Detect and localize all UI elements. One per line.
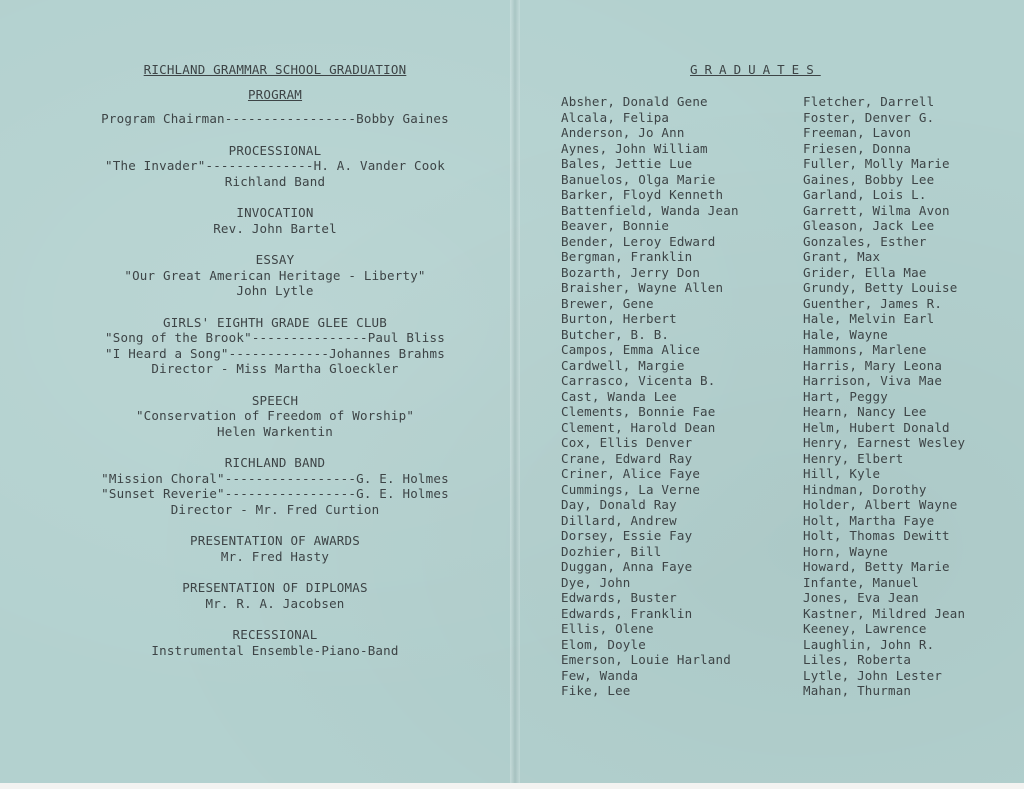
program-chairman: Program Chairman-----------------Bobby Gaines [101, 111, 449, 126]
glee-club-title: GIRLS' EIGHTH GRADE GLEE CLUB [162, 314, 388, 330]
graduate-name: Fike, Lee [561, 683, 631, 698]
graduate-name: Emerson, Louie Harland [561, 652, 731, 667]
graduate-name: Burton, Herbert [561, 311, 677, 326]
graduate-name: Elom, Doyle [561, 636, 646, 652]
graduate-name: Bergman, Franklin [561, 249, 693, 264]
processional-title: PROCESSIONAL [228, 142, 322, 158]
graduate-name: Criner, Alice Faye [561, 466, 701, 481]
graduate-name: Gonzales, Esther [803, 233, 927, 249]
graduate-name: Alcala, Felipa [561, 109, 670, 125]
graduate-name: Friesen, Donna [803, 140, 912, 156]
graduate-name: Cardwell, Margie [561, 357, 685, 373]
graduate-name: Barker, Floyd Kenneth [561, 187, 724, 202]
graduate-name: Grider, Ella Mae [803, 264, 927, 280]
graduate-name: Clements, Bonnie Fae [561, 404, 716, 419]
glee-club-song-2: "I Heard a Song"-------------Johannes Brahms [105, 345, 445, 361]
graduate-name: Jones, Eva Jean [803, 590, 919, 605]
graduate-name: Few, Wanda [561, 667, 639, 683]
essay-title: ESSAY [255, 252, 295, 267]
graduate-name: Horn, Wayne [803, 543, 888, 559]
glee-club-director: Director - Miss Martha Gloeckler [151, 361, 399, 376]
essay-author: John Lytle [236, 283, 314, 298]
program-page [40, 62, 510, 658]
graduate-name: Holder, Albert Wayne [803, 497, 958, 512]
graduate-name: Bender, Leroy Edward [561, 233, 716, 249]
graduate-name: Dozhier, Bill [561, 543, 662, 559]
graduate-name: Freeman, Lavon [803, 125, 912, 140]
awards-title: PRESENTATION OF AWARDS [190, 533, 360, 548]
graduate-name: Laughlin, John R. [803, 636, 935, 652]
graduate-name: Duggan, Anna Faye [561, 559, 693, 574]
graduate-name: Grant, Max [803, 249, 881, 264]
graduate-name: Hill, Kyle [803, 466, 881, 481]
graduate-name: Fuller, Molly Marie [803, 156, 950, 171]
graduate-name: Crane, Edward Ray [561, 450, 693, 466]
processional-piece: "The Invader"--------------H. A. Vander Cook [105, 158, 445, 173]
graduate-name: Day, Donald Ray [561, 497, 677, 512]
graduate-name: Dillard, Andrew [561, 512, 677, 528]
graduate-name: Edwards, Franklin [561, 605, 693, 621]
graduate-name: Cummings, La Verne [561, 481, 701, 497]
school-title: RICHLAND GRAMMAR SCHOOL GRADUATION [143, 62, 407, 77]
graduate-name: Bales, Jettie Lue [561, 156, 693, 171]
graduate-name: Hearn, Nancy Lee [803, 404, 927, 419]
graduate-name: Keeney, Lawrence [803, 621, 927, 636]
graduate-name: Bozarth, Jerry Don [561, 264, 701, 280]
graduates-column-1 [561, 94, 739, 699]
recessional-performer: Instrumental Ensemble-Piano-Band [151, 642, 399, 658]
graduate-name: Cast, Wanda Lee [561, 388, 677, 404]
graduate-name: Harrison, Viva Mae [803, 373, 943, 388]
invocation-title: INVOCATION [236, 205, 314, 220]
graduate-name: Edwards, Buster [561, 590, 677, 605]
invocation-speaker: Rev. John Bartel [213, 220, 337, 236]
graduate-name: Dorsey, Essie Fay [561, 528, 693, 543]
awards-presenter: Mr. Fred Hasty [220, 548, 330, 564]
graduate-name: Anderson, Jo Ann [561, 125, 685, 140]
band-piece-1: "Mission Choral"-----------------G. E. Holmes [101, 470, 449, 486]
graduate-name: Campos, Emma Alice [561, 342, 701, 357]
scan-margin [0, 783, 1024, 789]
graduate-name: Banuelos, Olga Marie [561, 171, 716, 187]
graduate-name: Harris, Mary Leona [803, 357, 943, 373]
graduate-name: Brewer, Gene [561, 295, 654, 311]
graduate-name: Mahan, Thurman [803, 683, 912, 698]
graduate-name: Carrasco, Vicenta B. [561, 373, 716, 388]
recessional-title: RECESSIONAL [232, 627, 318, 642]
graduate-name: Infante, Manuel [803, 574, 919, 590]
graduate-name: Lytle, John Lester [803, 667, 943, 683]
graduates-heading: GRADUATES [690, 62, 821, 77]
graduates-column-2 [803, 94, 965, 699]
graduate-name: Battenfield, Wanda Jean [561, 202, 739, 218]
diplomas-title: PRESENTATION OF DIPLOMAS [182, 580, 368, 595]
graduate-name: Garrett, Wilma Avon [803, 202, 950, 218]
graduate-name: Foster, Denver G. [803, 109, 935, 125]
graduate-name: Gleason, Jack Lee [803, 218, 935, 233]
graduate-name: Cox, Ellis Denver [561, 435, 693, 450]
glee-club-song-1: "Song of the Brook"---------------Paul Bliss [105, 330, 445, 345]
band-piece-2: "Sunset Reverie"-----------------G. E. Holmes [101, 486, 449, 501]
graduate-name: Gaines, Bobby Lee [803, 171, 935, 187]
graduate-name: Butcher, B. B. [561, 326, 670, 342]
graduate-name: Fletcher, Darrell [803, 94, 935, 109]
graduate-name: Guenther, James R. [803, 295, 943, 311]
graduate-name: Ellis, Olene [561, 621, 654, 636]
graduate-name: Henry, Elbert [803, 450, 904, 466]
speech-topic: "Conservation of Freedom of Worship" [135, 408, 415, 423]
graduate-name: Hammons, Marlene [803, 342, 927, 357]
band-title: RICHLAND BAND [224, 455, 326, 470]
graduate-name: Aynes, John William [561, 140, 708, 156]
graduate-name: Kastner, Mildred Jean [803, 605, 966, 621]
graduate-name: Howard, Betty Marie [803, 559, 950, 574]
graduate-name: Holt, Martha Faye [803, 512, 935, 528]
graduate-name: Holt, Thomas Dewitt [803, 528, 950, 543]
band-director: Director - Mr. Fred Curtion [170, 501, 380, 517]
graduate-name: Hindman, Dorothy [803, 481, 927, 497]
program-heading: PROGRAM [247, 86, 303, 102]
graduate-name: Grundy, Betty Louise [803, 280, 958, 295]
graduate-name: Liles, Roberta [803, 652, 912, 667]
graduate-name: Hale, Melvin Earl [803, 311, 935, 326]
processional-performer: Richland Band [224, 173, 326, 189]
graduate-name: Clement, Harold Dean [561, 419, 716, 435]
graduate-name: Hale, Wayne [803, 326, 888, 342]
essay-topic: "Our Great American Heritage - Liberty" [124, 267, 426, 283]
page-fold [510, 0, 520, 783]
diplomas-presenter: Mr. R. A. Jacobsen [205, 595, 345, 611]
graduate-name: Braisher, Wayne Allen [561, 280, 724, 295]
graduate-name: Henry, Earnest Wesley [803, 435, 966, 450]
graduate-name: Beaver, Bonnie [561, 218, 670, 233]
graduate-name: Absher, Donald Gene [561, 94, 708, 109]
speech-title: SPEECH [251, 392, 299, 408]
speech-speaker: Helen Warkentin [217, 423, 333, 439]
graduate-name: Garland, Lois L. [803, 187, 927, 202]
graduate-name: Dye, John [561, 574, 631, 590]
graduate-name: Hart, Peggy [803, 388, 888, 404]
graduate-name: Helm, Hubert Donald [803, 419, 950, 435]
